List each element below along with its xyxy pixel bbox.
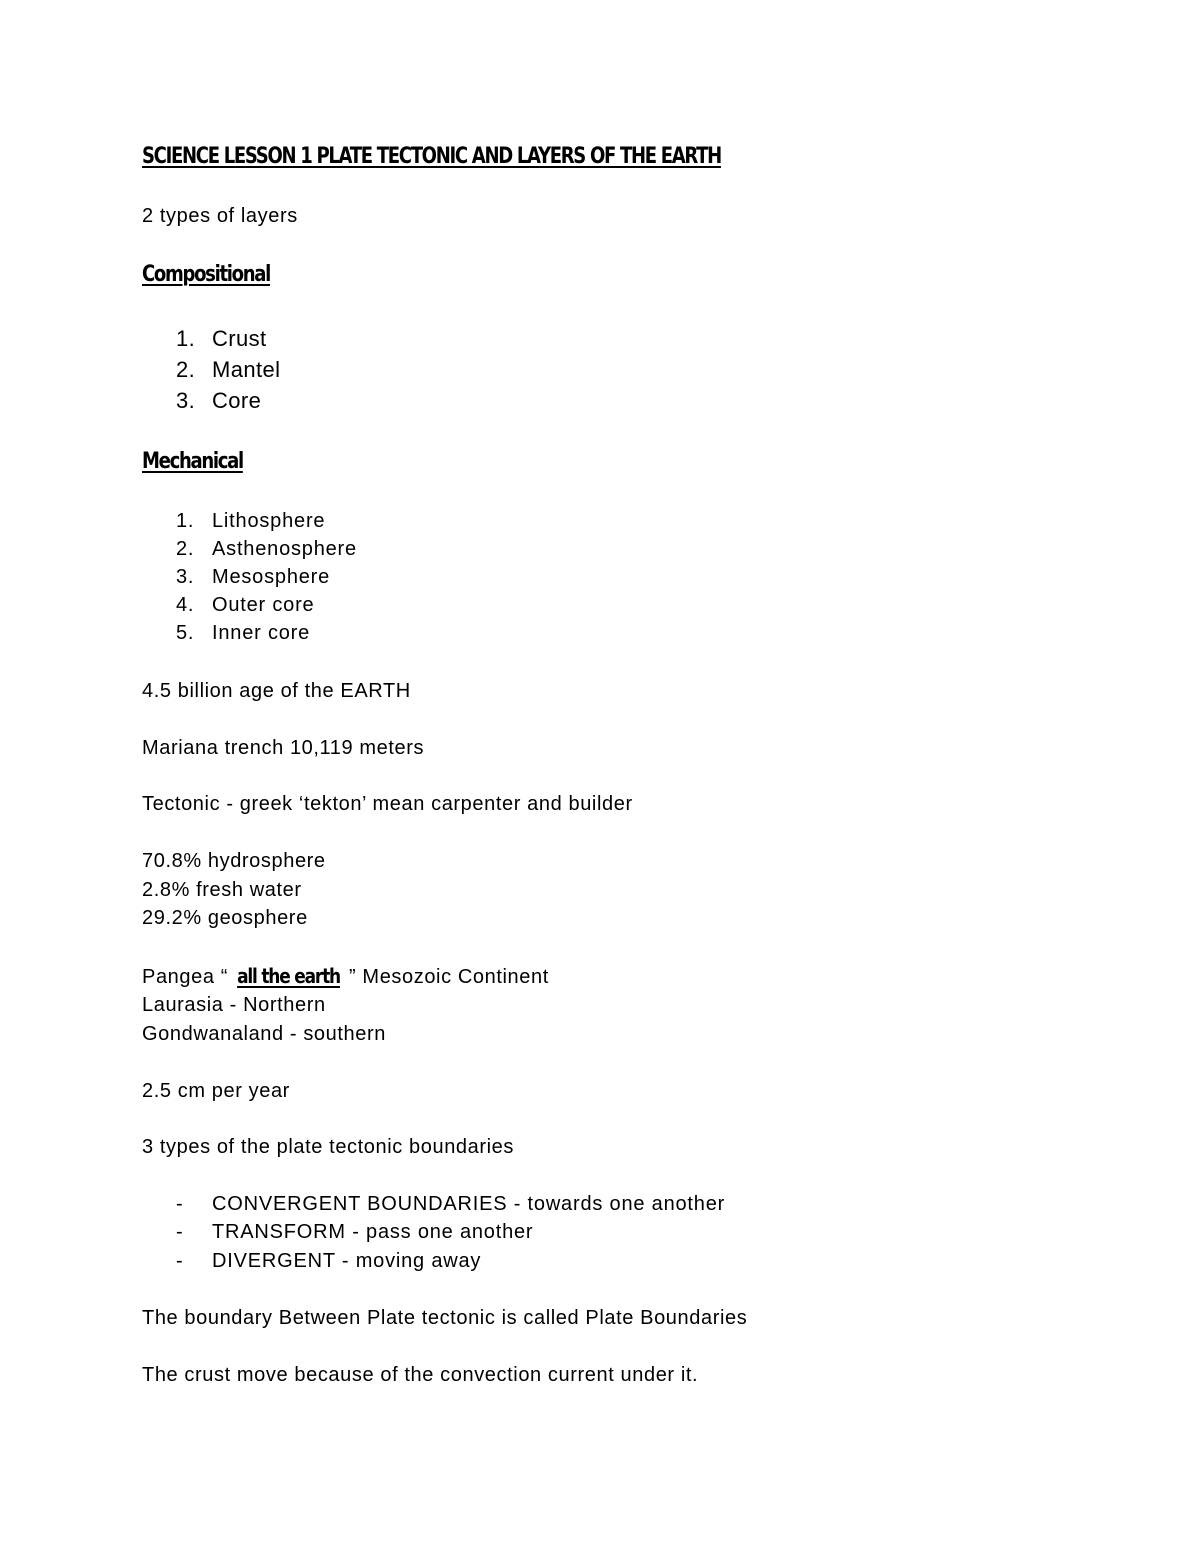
list-item: [176, 1249, 481, 1273]
list-item: [176, 389, 261, 413]
list-item: [176, 1192, 725, 1216]
list-text: Outer core: [212, 594, 315, 616]
compositional-heading-line: [142, 263, 298, 287]
compositional-heading: Compositional: [142, 262, 271, 287]
pangea-prefix: Pangea “: [142, 966, 228, 988]
list-text: Asthenosphere: [212, 538, 357, 560]
list-item: [176, 1220, 533, 1244]
list-item: [176, 537, 357, 561]
geosphere-text: 29.2% geosphere: [142, 907, 308, 929]
hydrosphere-text: 70.8% hydrosphere: [142, 850, 326, 872]
list-number: 2.: [176, 357, 196, 382]
document-title-line: [142, 145, 848, 169]
fresh-water-text: 2.8% fresh water: [142, 879, 302, 901]
mechanical-heading: Mechanical: [142, 449, 243, 474]
list-text: Mesosphere: [212, 566, 331, 588]
gondwanaland-text: Gondwanaland - southern: [142, 1023, 386, 1045]
list-number: 3.: [176, 566, 195, 588]
list-text: Lithosphere: [212, 510, 326, 532]
tectonic-etymology-text: Tectonic - greek ‘tekton’ mean carpenter and builder: [142, 793, 633, 815]
pangea-suffix: ” Mesozoic Continent: [349, 966, 549, 988]
list-number: 1.: [176, 510, 195, 532]
list-number: 5.: [176, 622, 195, 644]
list-item: [176, 509, 325, 533]
mariana-trench-text: Mariana trench 10,119 meters: [142, 737, 425, 759]
list-item: [176, 565, 330, 589]
document-title: SCIENCE LESSON 1 PLATE TECTONIC AND LAYERS OF THE EARTH: [142, 144, 721, 169]
list-number: 4.: [176, 594, 195, 616]
list-text: Crust: [212, 326, 267, 351]
list-text: CONVERGENT BOUNDARIES - towards one another: [212, 1193, 726, 1215]
list-item: [176, 358, 280, 382]
list-text: DIVERGENT - moving away: [212, 1250, 482, 1272]
list-text: TRANSFORM - pass one another: [212, 1221, 534, 1243]
plate-rate-text: 2.5 cm per year: [142, 1080, 290, 1102]
pangea-line: [142, 964, 549, 989]
convection-sentence: The crust move because of the convection current under it.: [142, 1364, 699, 1386]
list-number: 3.: [176, 388, 196, 413]
list-number: 2.: [176, 538, 195, 560]
list-bullet: -: [176, 1193, 184, 1215]
list-text: Inner core: [212, 622, 311, 644]
plate-boundaries-sentence: The boundary Between Plate tectonic is called Plate Boundaries: [142, 1307, 748, 1329]
mechanical-heading-line: [142, 450, 265, 474]
list-text: Mantel: [212, 357, 281, 382]
list-item: [176, 621, 310, 645]
list-item: [176, 593, 314, 617]
laurasia-text: Laurasia - Northern: [142, 994, 326, 1016]
boundaries-heading: 3 types of the plate tectonic boundaries: [142, 1136, 515, 1158]
list-bullet: -: [176, 1221, 184, 1243]
list-number: 1.: [176, 326, 196, 351]
earth-age-text: 4.5 billion age of the EARTH: [142, 680, 411, 702]
intro-text: 2 types of layers: [142, 205, 298, 227]
list-item: [176, 327, 267, 351]
list-text: Core: [212, 388, 262, 413]
list-bullet: -: [176, 1250, 184, 1272]
pangea-emphasis: all the earth: [237, 964, 340, 988]
